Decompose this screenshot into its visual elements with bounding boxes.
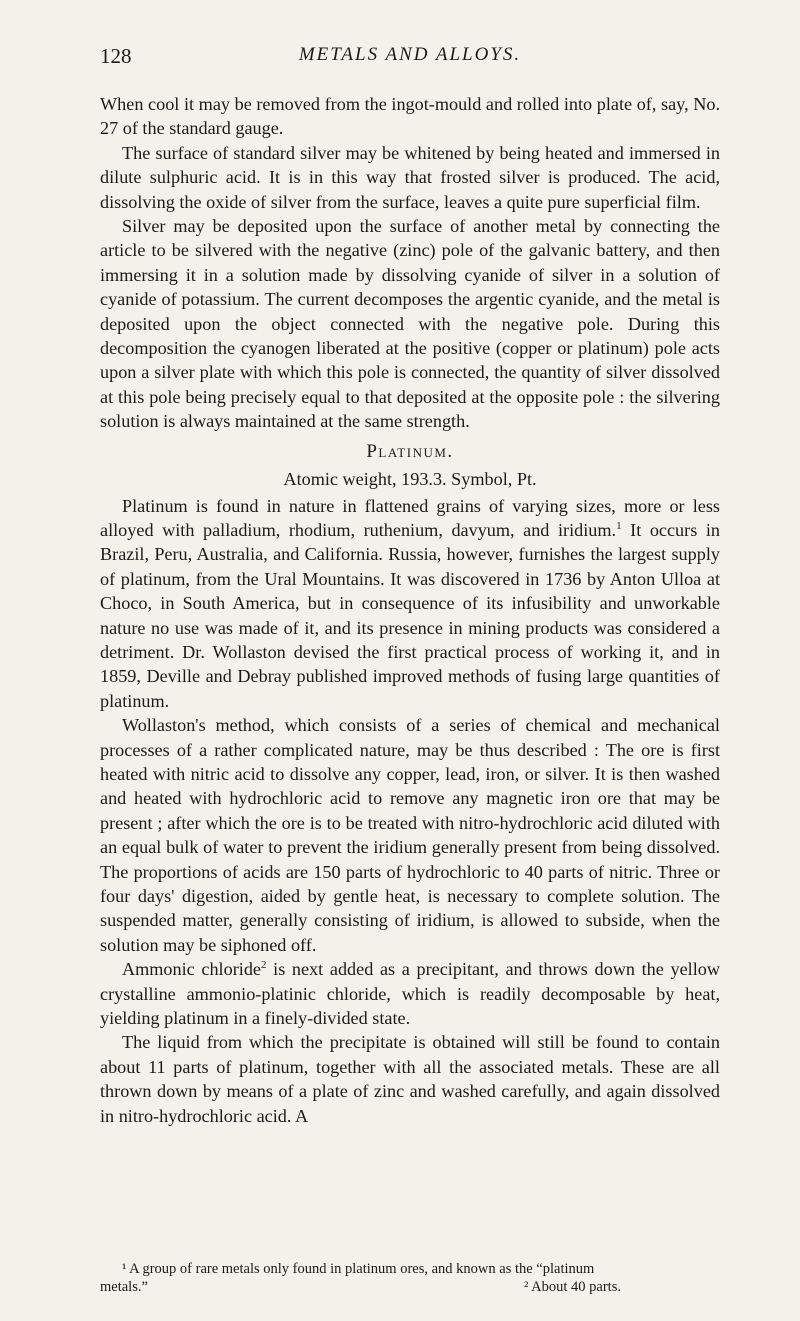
page-header	[100, 44, 720, 74]
paragraph-text: Ammonic chloride	[122, 959, 261, 980]
paragraph-ingot: When cool it may be removed from the ingot-mould and rolled into plate of, say, No. 27 of the standard gauge.	[100, 94, 720, 139]
paragraph-frosted-silver: The surface of standard silver may be whitened by being heated and immersed in dilute sulphuric acid. It is in this way that frosted silver is produced. The acid, dissolving the oxide of silver from the surface, leaves a quite pure superficial film.	[100, 142, 720, 212]
section-heading-platinum: Platinum.	[366, 440, 454, 462]
page-number: 128	[100, 44, 132, 68]
footnotes	[100, 1260, 720, 1296]
paragraph-silver-plating: Silver may be deposited upon the surface of another metal by connecting the article to be silvered with the negative (zinc) pole of the galvanic battery, and then immersing it in a solution made by dissolving cyanide of silver in a solution of cyanide of potassium. The current decomposes the argentic cyanide, and the metal is deposited upon the object connected with the negative pole. During this decomposition the cyanogen liberated at the positive (copper or platinum) pole acts upon a silver plate with which this pole is connected, the quantity of silver dissolved at this pole being precisely equal to that deposited at the opposite pole : the silvering solution is always maintained at the same strength.	[100, 216, 720, 432]
body-text	[100, 92, 720, 1128]
paragraph-platinum-occurrence	[100, 494, 720, 714]
running-title: METALS AND ALLOYS.	[298, 44, 522, 65]
paragraph-ammonic-chloride	[100, 957, 720, 1030]
footnote-mark-1: 1	[616, 519, 622, 532]
footnote-2: ² About 40 parts.	[524, 1279, 621, 1295]
paragraph-residual-liquid: The liquid from which the precipitate is obtained will still be found to contain about 11 parts of platinum, together with all the associated metals. These are all thrown down by means of a plate of zinc and washed carefully, and again dissolved in nitro-hydrochloric acid. A	[100, 1032, 720, 1126]
paragraph-text: Platinum is found in nature in flattened grains of varying sizes, more or less alloyed with palladium, rhodium, ruthenium, davyum, and iridium.	[100, 495, 720, 540]
footnote-mark-2: 2	[260, 959, 267, 972]
paragraph-text: is next added as a precipitant, and throws down the yellow crystalline ammonio-platinic chloride, which is readily decomposable by heat, yielding platinum in a finely-divided state.	[100, 959, 720, 1029]
paragraph-wollaston-method: Wollaston's method, which consists of a series of chemical and mechanical processes of a rather complicated nature, may be thus described : The ore is first heated with nitric acid to dissolve any copper, lead, iron, or silver. It is then washed and heated with hydrochloric acid to remove any magnetic iron ore that may be present ; after which the ore is to be treated with nitro-hydrochloric acid diluted with an equal bulk of water to prevent the iridium generally present from being dissolved. The proportions of acids are 150 parts of hydrochloric to 40 parts of nitric. Three or four days' digestion, aided by gentle heat, is necessary to complete solution. The suspended matter, generally consisting of iridium, is allowed to subside, when the solution may be siphoned off.	[100, 715, 720, 955]
atomic-weight-line: Atomic weight, 193.3. Symbol, Pt.	[283, 469, 537, 490]
footnote-1-continued: metals.”	[100, 1279, 148, 1295]
paragraph-text: It occurs in Brazil, Peru, Australia, and California. Russia, however, furnishes the largest supply of platinum, from the Ural Mountains. It was discovered in 1736 by Anton Ulloa at Choco, in South America, but in consequence of its infusibility and unworkable nature no use was made of it, and its presence in mining products was considered a detriment. Dr. Wollaston devised the first practical process of working it, and in 1859, Deville and Debray published improved methods of fusing large quantities of platinum.	[100, 519, 720, 711]
footnote-1: ¹ A group of rare metals only found in platinum ores, and known as the “platinum	[122, 1261, 595, 1277]
footnote-row	[100, 1278, 720, 1296]
